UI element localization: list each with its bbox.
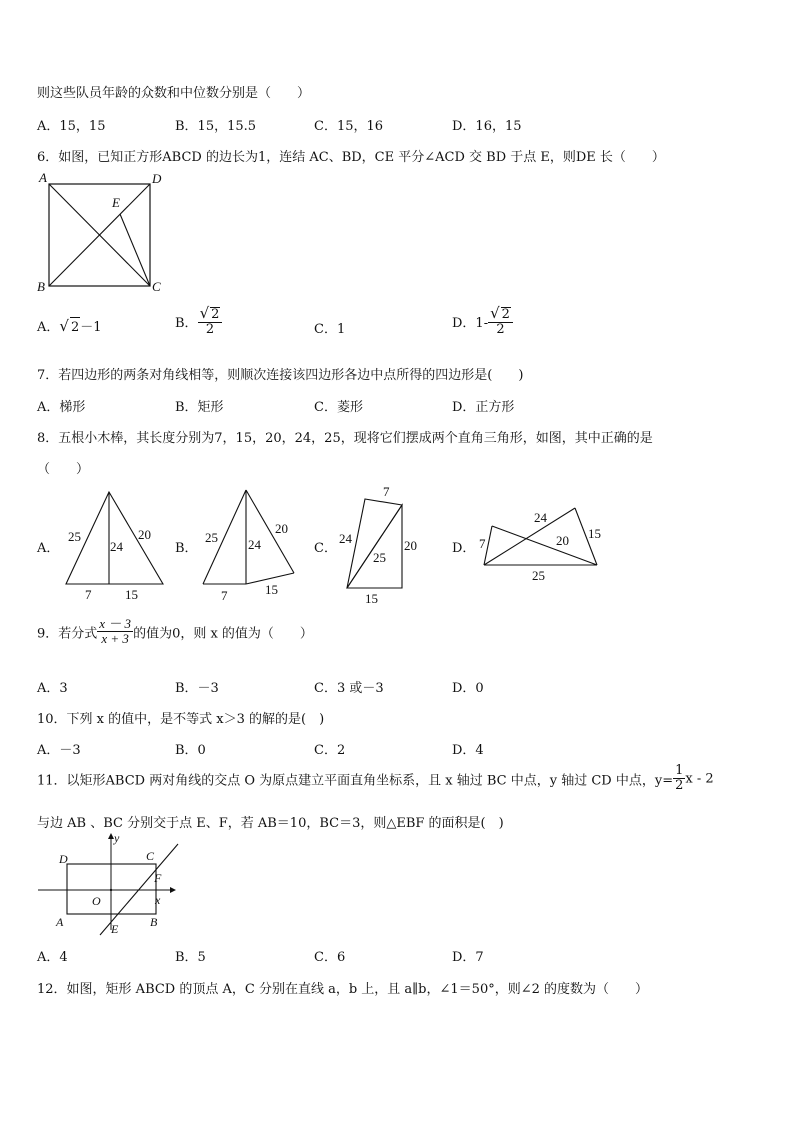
q7-option-d[interactable]: D．正方形 (452, 400, 515, 415)
q8c-label-25: 25 (373, 550, 386, 565)
q6-option-a[interactable] (37, 316, 102, 338)
q6-figure-square (36, 170, 166, 295)
q8-option-b[interactable]: B． (175, 541, 198, 556)
q11-label-e: E (111, 922, 119, 936)
q8c-label-7: 7 (383, 484, 390, 499)
q8d-label-25: 25 (532, 568, 545, 583)
q8-figure-c (336, 480, 446, 610)
q9-option-c[interactable]: C．3 或－3 (314, 681, 384, 696)
q11-label-o: O (92, 894, 101, 908)
q5-option-c[interactable]: C．15，16 (314, 119, 384, 134)
q5-option-b[interactable]: B．15，15.5 (175, 119, 257, 134)
q6-option-d-radicand: 2 (501, 307, 510, 322)
q11-label-y: y (114, 831, 120, 845)
q6-option-b[interactable] (175, 305, 222, 338)
q6-option-b-fraction (198, 305, 223, 338)
q8d-label-7: 7 (479, 536, 486, 551)
q6-option-d-prefix: D．1- (452, 315, 489, 331)
q9-numerator: x － 3 (99, 616, 132, 631)
q6-option-c[interactable]: C．1 (314, 322, 346, 337)
q8-option-c[interactable]: C． (314, 541, 337, 556)
sqrt-symbol: √ (490, 304, 500, 322)
q8b-label-7: 7 (221, 588, 228, 603)
q6-option-b-prefix: B． (175, 315, 198, 331)
q6-label-d: D (152, 171, 162, 186)
q8b-label-15: 15 (265, 582, 278, 597)
q6-label-c: C (152, 279, 161, 294)
q6-stem: 6．如图，已知正方形ABCD 的边长为1，连结 AC、BD，CE 平分∠ACD 交 BD 于点 E，则DE 长（ ） (37, 150, 665, 165)
q9-suffix: 的值为0，则 x 的值为（ ） (133, 626, 313, 642)
q8-stem-line1: 8．五根小木棒，其长度分别为7，15，20，24，25，现将它们摆成两个直角三角形，如图，其中正确的是 (37, 431, 653, 446)
q6-option-d[interactable] (452, 305, 513, 338)
q6-option-d-fraction (488, 305, 513, 338)
q6-option-b-denominator: 2 (205, 322, 215, 338)
q8-option-d[interactable]: D． (452, 541, 476, 556)
q11-figure-coordinate (36, 830, 186, 940)
sqrt-symbol: √ (59, 317, 69, 335)
q8d-label-20: 20 (556, 533, 569, 548)
q12-stem: 12．如图，矩形 ABCD 的顶点 A，C 分别在直线 a，b 上，且 a∥b，∠1＝50°，则∠2 的度数为（ ） (37, 982, 649, 997)
q7-option-b[interactable]: B．矩形 (175, 400, 224, 415)
q11-option-c[interactable]: C．6 (314, 950, 346, 965)
q5-option-d[interactable]: D．16，15 (452, 119, 522, 134)
q8b-label-24: 24 (248, 537, 261, 552)
q6-option-d-denominator: 2 (496, 322, 505, 338)
q8a-label-25: 25 (68, 529, 81, 544)
q8d-label-24: 24 (534, 510, 547, 525)
q8b-label-20: 20 (275, 521, 288, 536)
q11-label-d: D (59, 852, 68, 866)
q8-option-a[interactable]: A． (37, 541, 60, 556)
q8c-label-20: 20 (404, 538, 417, 553)
q10-stem: 10．下列 x 的值中，是不等式 x＞3 的解的是( ) (37, 712, 325, 727)
q11-stem-line2: 与边 AB 、BC 分别交于点 E、F，若 AB＝10，BC＝3，则△EBF 的面积是( ) (37, 816, 504, 831)
q8-figure-b (198, 485, 308, 605)
q11-option-a[interactable]: A．4 (37, 950, 68, 965)
q6-option-b-radicand: 2 (211, 307, 220, 322)
q9-fraction (97, 617, 133, 647)
q9-prefix: 9．若分式 (37, 626, 98, 642)
q11-label-c: C (146, 849, 155, 863)
q6-option-a-prefix: A． (37, 320, 60, 335)
q11-frac-numerator: 1 (675, 763, 684, 778)
q10-option-b[interactable]: B．0 (175, 743, 206, 758)
q6-label-b: B (37, 279, 45, 294)
q6-label-e: E (112, 195, 120, 210)
q11-stem-line1 (37, 764, 714, 794)
q6-option-b-numerator (198, 305, 223, 323)
q7-option-c[interactable]: C．菱形 (314, 400, 363, 415)
q5-stem: 则这些队员年龄的众数和中位数分别是（ ） (37, 86, 311, 101)
q8-figure-d (474, 500, 614, 590)
q6-option-a-suffix: －1 (80, 320, 102, 335)
q8a-label-7: 7 (85, 587, 92, 602)
q5-option-a[interactable]: A．15，15 (37, 119, 106, 134)
q8c-label-24: 24 (339, 531, 352, 546)
q8a-label-24: 24 (110, 539, 123, 554)
q8-stem-line2: （ ） (37, 462, 90, 477)
q8-figure-a (60, 485, 170, 605)
q10-option-d[interactable]: D．4 (452, 743, 484, 758)
q9-option-d[interactable]: D．0 (452, 681, 484, 696)
q11-line1-suffix: x - 2 (685, 771, 714, 787)
q11-frac-denominator: 2 (675, 778, 684, 794)
q8a-label-15: 15 (125, 587, 138, 602)
q11-line1-prefix: 11．以矩形ABCD 两对角线的交点 O 为原点建立平面直角坐标系，且 x 轴过 BC 中点，y 轴过 CD 中点，y= (37, 773, 674, 789)
q9-denominator: x + 3 (101, 631, 129, 647)
q8a-label-20: 20 (138, 527, 151, 542)
q8d-label-15: 15 (588, 526, 601, 541)
q11-fraction (673, 764, 685, 794)
q6-option-a-radicand: 2 (70, 317, 80, 338)
q9-stem (37, 617, 313, 647)
q11-label-f: F (154, 871, 162, 885)
q6-option-d-numerator (488, 305, 513, 323)
q10-option-a[interactable]: A．－3 (37, 743, 81, 758)
q11-label-a: A (56, 915, 64, 929)
q7-option-a[interactable]: A．梯形 (37, 400, 86, 415)
q11-option-b[interactable]: B．5 (175, 950, 206, 965)
q7-stem: 7．若四边形的两条对角线相等，则顺次连接该四边形各边中点所得的四边形是( ) (37, 368, 524, 383)
q8c-label-15: 15 (365, 591, 378, 606)
q11-option-d[interactable]: D．7 (452, 950, 484, 965)
q11-label-b: B (150, 915, 158, 929)
q9-option-a[interactable]: A．3 (37, 681, 68, 696)
q6-label-a: A (39, 170, 47, 185)
q11-label-x: x (155, 893, 161, 907)
q9-option-b[interactable]: B．－3 (175, 681, 219, 696)
q8b-label-25: 25 (205, 530, 218, 545)
sqrt-symbol: √ (199, 304, 210, 322)
q10-option-c[interactable]: C．2 (314, 743, 346, 758)
